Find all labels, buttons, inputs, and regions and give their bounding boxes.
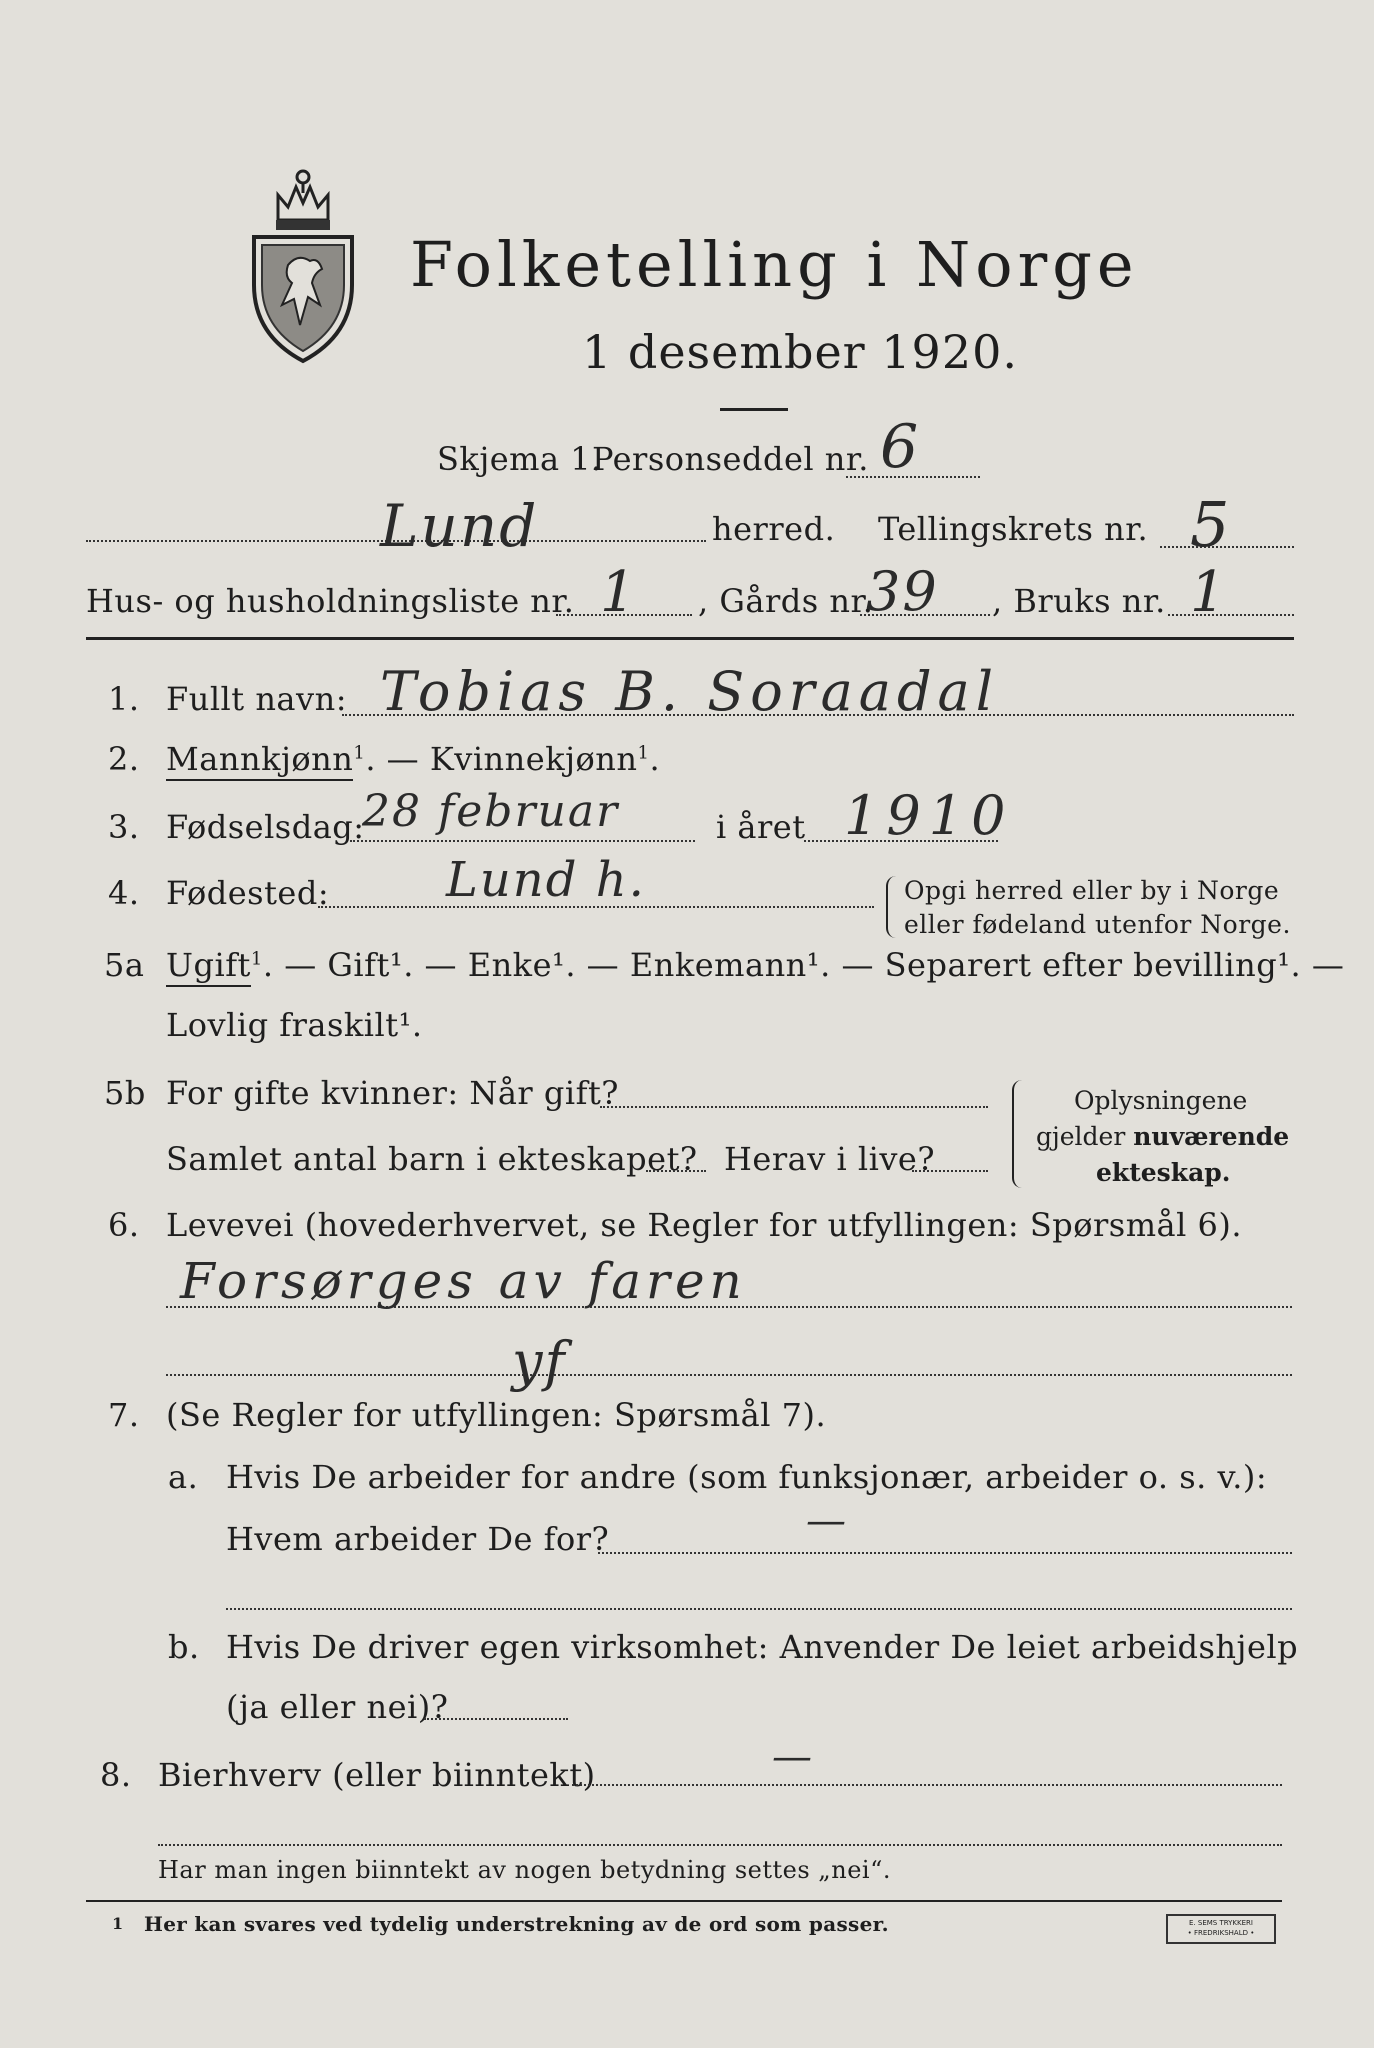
q5b-line2a: Samlet antal barn i ekteskapet? xyxy=(166,1140,698,1178)
q7b-letter: b. xyxy=(168,1628,200,1666)
q5b-line1: For gifte kvinner: Når gift? xyxy=(166,1074,619,1112)
hus-label: Hus- og husholdningsliste nr. xyxy=(86,582,575,620)
personseddel-value[interactable]: 6 xyxy=(880,412,921,482)
full-name-value[interactable]: Tobias B. Soraadal xyxy=(380,660,999,723)
q5a-line2: Lovlig fraskilt¹. xyxy=(166,1006,423,1044)
option-mannkjonn[interactable]: Mannkjønn xyxy=(166,740,353,781)
q8-line1 xyxy=(572,1784,1282,1786)
q7a-employer-line xyxy=(598,1552,1292,1554)
q4-note-line2: eller fødeland utenfor Norge. xyxy=(904,910,1291,939)
q3-line xyxy=(350,840,695,842)
q7a-line1: Hvis De arbeider for andre (som funksjonær, arbeider o. s. v.): xyxy=(226,1458,1268,1496)
q4-label: Fødested: xyxy=(166,874,330,912)
q4-note-brace xyxy=(886,876,898,938)
tellingskrets-label: Tellingskrets nr. xyxy=(878,510,1149,548)
q7b-line2: (ja eller nei)? xyxy=(226,1688,449,1726)
q3-number: 3. xyxy=(108,808,140,846)
bruks-value[interactable]: 1 xyxy=(1190,560,1228,625)
tellingskrets-value[interactable]: 5 xyxy=(1190,488,1232,561)
q2-options: Mannkjønn$^1$. — Kvinnekjønn$^1$. xyxy=(166,740,660,778)
q6-label: Levevei (hovederhvervet, se Regler for utfyllingen: Spørsmål 6). xyxy=(166,1206,1243,1244)
q7-number: 7. xyxy=(108,1396,140,1434)
q8-line2 xyxy=(158,1844,1282,1846)
q3-year-label: i året xyxy=(716,808,806,846)
printer-stamp xyxy=(1166,1914,1276,1944)
q2-number: 2. xyxy=(108,740,140,778)
gards-value[interactable]: 39 xyxy=(866,560,939,623)
q1-label: Fullt navn: xyxy=(166,680,347,718)
q5a-options: Ugift$^1$. — Gift¹. — Enke¹. — Enkemann¹. — Separert efter bevilling¹. — xyxy=(166,946,1344,984)
q5b-alive-line xyxy=(912,1170,988,1172)
header-rule xyxy=(86,637,1294,640)
q6-line2 xyxy=(166,1374,1292,1376)
skjema-label: Skjema 1. xyxy=(437,440,602,478)
printer-stamp-line2: • FREDRIKSHALD • xyxy=(1187,1929,1255,1937)
q5b-note-line3: ekteskap. xyxy=(1096,1158,1231,1187)
q5b-note-line2: gjelder nuværende xyxy=(1036,1122,1290,1151)
printer-stamp-line1: E. SEMS TRYKKERI xyxy=(1189,1919,1253,1927)
q3-label: Fødselsdag: xyxy=(166,808,365,846)
q2-end: . xyxy=(649,740,661,778)
q5b-children-line xyxy=(646,1170,706,1172)
q5a-number: 5a xyxy=(104,946,145,984)
bruks-line xyxy=(1168,614,1294,616)
gards-label: , Gårds nr. xyxy=(698,582,874,620)
herred-value[interactable]: Lund xyxy=(380,492,539,560)
q5b-married-line xyxy=(600,1106,988,1108)
form-title: Folketelling i Norge xyxy=(410,228,1139,301)
q8-label: Bierhverv (eller biinntekt) xyxy=(158,1756,596,1794)
q5b-line2b: Herav i live? xyxy=(724,1140,936,1178)
title-divider xyxy=(720,408,788,411)
q7a-line2: Hvem arbeider De for? xyxy=(226,1520,610,1558)
occupation-value[interactable]: Forsørges av faren xyxy=(180,1252,747,1310)
herred-label: herred. xyxy=(712,510,836,548)
q1-number: 1. xyxy=(108,680,140,718)
q7a-extra-line xyxy=(226,1608,1292,1610)
hus-value[interactable]: 1 xyxy=(600,560,638,625)
side-income-value[interactable]: — xyxy=(772,1734,814,1780)
q5b-note-line1: Oplysningene xyxy=(1074,1086,1248,1115)
q7b-answer-line xyxy=(424,1718,568,1720)
q5b-note-brace xyxy=(1012,1080,1026,1188)
option-kvinnekjonn[interactable]: Kvinnekjønn xyxy=(429,740,638,778)
q5a-other-options: . — Gift¹. — Enke¹. — Enkemann¹. — Separert efter bevilling¹. — xyxy=(262,946,1345,984)
employer-value[interactable]: — xyxy=(806,1498,848,1544)
q8-note: Har man ingen biinntekt av nogen betydning settes „nei“. xyxy=(158,1856,891,1884)
option-ugift[interactable]: Ugift xyxy=(166,946,251,987)
occupation-mark: yf xyxy=(512,1330,567,1393)
form-date: 1 desember 1920. xyxy=(582,325,1018,379)
q4-number: 4. xyxy=(108,874,140,912)
footnote-text: Her kan svares ved tydelig understrekning av de ord som passer. xyxy=(144,1912,889,1936)
q7b-line1: Hvis De driver egen virksomhet: Anvender De leiet arbeidshjelp xyxy=(226,1628,1299,1666)
birth-year-value[interactable]: 1910 xyxy=(844,784,1014,847)
q7a-letter: a. xyxy=(168,1458,199,1496)
coat-of-arms-icon xyxy=(248,165,358,365)
birth-date-value[interactable]: 28 februar xyxy=(362,786,620,837)
q8-number: 8. xyxy=(100,1756,132,1794)
birthplace-value[interactable]: Lund h. xyxy=(446,852,646,908)
footnote-mark: 1 xyxy=(112,1914,124,1933)
footer-rule xyxy=(86,1900,1282,1902)
q7-label: (Se Regler for utfyllingen: Spørsmål 7). xyxy=(166,1396,827,1434)
q5b-number: 5b xyxy=(104,1074,146,1112)
q4-note-line1: Opgi herred eller by i Norge xyxy=(904,876,1280,905)
q2-separator: . — xyxy=(365,740,430,778)
personseddel-label: Personseddel nr. xyxy=(592,440,869,478)
bruks-label: , Bruks nr. xyxy=(992,582,1166,620)
q6-number: 6. xyxy=(108,1206,140,1244)
